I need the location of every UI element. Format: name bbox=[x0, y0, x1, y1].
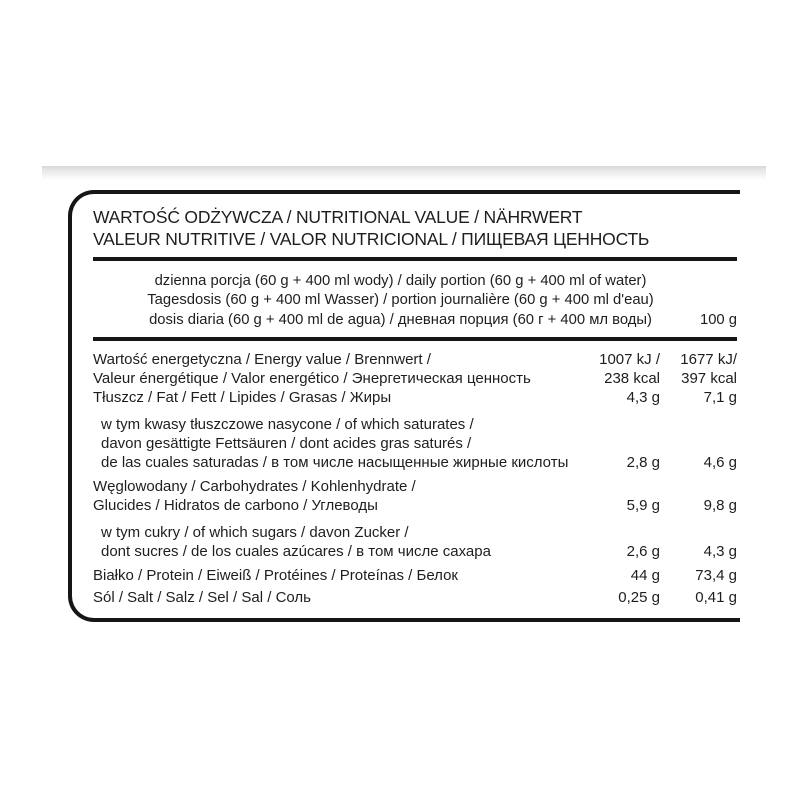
portion-header bbox=[93, 272, 737, 330]
nutrition-table bbox=[93, 350, 737, 607]
row-value-portion: 4,3 g bbox=[626, 388, 660, 406]
table-row-carbohydrates bbox=[93, 477, 737, 515]
package-edge-shadow bbox=[42, 166, 766, 180]
row-value-100g: 73,4 g bbox=[695, 566, 737, 584]
column-header-100g: 100 g bbox=[699, 311, 737, 328]
table-row-saturates bbox=[93, 415, 737, 472]
row-label: w tym kwasy tłuszczowe nasycone / of which saturates / davon gesättigte Fettsäuren / dont acides gras saturés / de las cuales saturadas / в том числе насыщенные жирные кислоты bbox=[101, 415, 569, 471]
panel-title-line2: VALEUR NUTRITIVE / VALOR NUTRICIONAL / ПИЩЕВАЯ ЦЕННОСТЬ bbox=[93, 228, 650, 249]
portion-divider bbox=[93, 337, 737, 341]
row-label: w tym cukry / of which sugars / davon Zucker / dont sucres / de los cuales azúcares / в том числе сахара bbox=[101, 523, 491, 560]
row-label: Sól / Salt / Salz / Sel / Sal / Соль bbox=[93, 588, 311, 606]
row-value-100g: 9,8 g bbox=[703, 496, 737, 514]
row-value-portion: 1007 kJ / 238 kcal bbox=[599, 350, 660, 387]
table-row-sugars bbox=[93, 523, 737, 561]
row-value-100g: 1677 kJ/ 397 kcal bbox=[680, 350, 737, 387]
row-value-100g: 0,41 g bbox=[695, 588, 737, 606]
portion-description bbox=[93, 272, 660, 330]
portion-line-1: dzienna porcja (60 g + 400 ml wody) / daily portion (60 g + 400 ml of water) bbox=[154, 273, 647, 289]
nutrition-panel-content bbox=[72, 194, 740, 618]
table-row-energy bbox=[93, 350, 737, 388]
row-value-100g: 4,3 g bbox=[703, 542, 737, 560]
row-label: Białko / Protein / Eiweiß / Protéines / Proteínas / Белок bbox=[93, 566, 458, 584]
row-value-portion: 2,6 g bbox=[626, 542, 660, 560]
nutrition-panel bbox=[68, 190, 740, 622]
row-value-100g: 4,6 g bbox=[703, 453, 737, 471]
row-value-portion: 0,25 g bbox=[618, 588, 660, 606]
table-row-fat bbox=[93, 388, 737, 407]
row-label: Wartość energetyczna / Energy value / Brennwert / Valeur énergétique / Valor energético / Энергетическая ценность bbox=[93, 350, 531, 387]
row-value-portion: 44 g bbox=[630, 566, 660, 584]
row-label: Węglowodany / Carbohydrates / Kohlenhydrate / Glucides / Hidratos de carbono / Углеводы bbox=[93, 477, 416, 514]
row-value-100g: 7,1 g bbox=[703, 388, 737, 406]
table-row-protein bbox=[93, 566, 737, 585]
panel-title-line1: WARTOŚĆ ODŻYWCZA / NUTRITIONAL VALUE / NÄHRWERT bbox=[93, 207, 583, 227]
table-row-salt bbox=[93, 588, 737, 607]
row-label: Tłuszcz / Fat / Fett / Lipides / Grasas / Жиры bbox=[93, 388, 392, 406]
row-value-portion: 2,8 g bbox=[626, 453, 660, 471]
row-value-portion: 5,9 g bbox=[626, 496, 660, 514]
portion-line-3: dosis diaria (60 g + 400 ml de agua) / дневная порция (60 г + 400 мл воды) bbox=[149, 311, 652, 328]
panel-title bbox=[93, 207, 737, 250]
portion-line-2: Tagesdosis (60 g + 400 ml Wasser) / portion journalière (60 g + 400 ml d'eau) bbox=[147, 292, 654, 309]
header-divider bbox=[93, 257, 737, 261]
